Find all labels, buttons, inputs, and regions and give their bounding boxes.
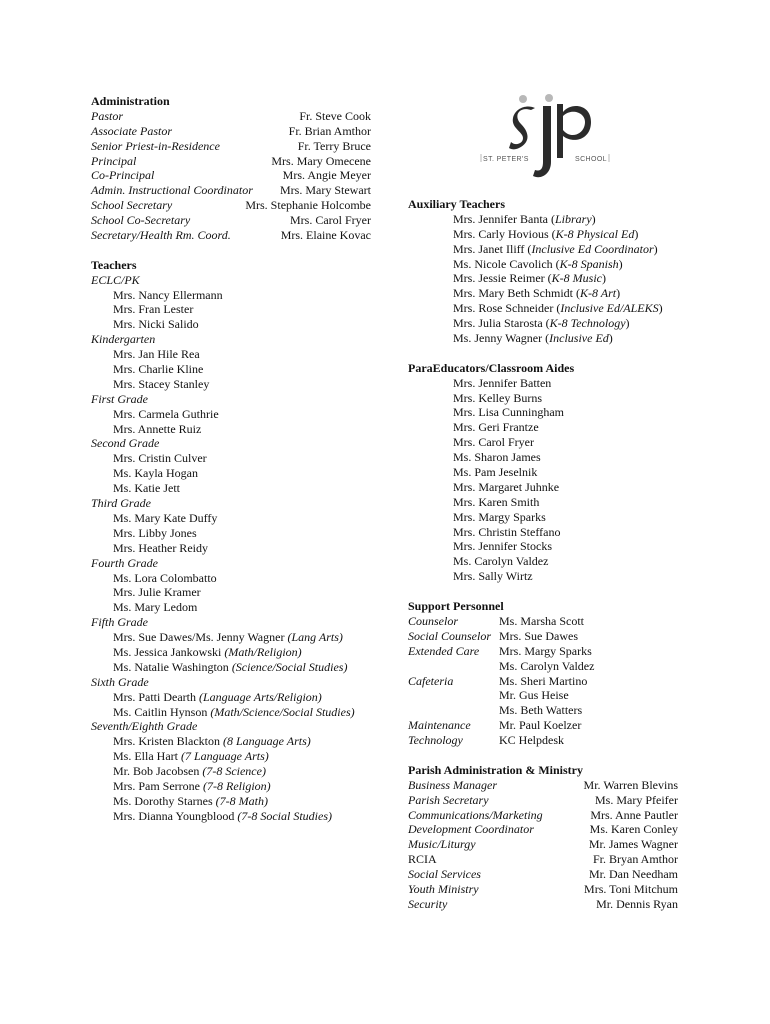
auxiliary-row: Mrs. Rose Schneider (Inclusive Ed/ALEKS) bbox=[453, 301, 663, 316]
parish-name: Mr. Warren Blevins bbox=[583, 777, 678, 792]
auxiliary-name: Ms. Jenny Wagner ( bbox=[453, 331, 550, 346]
support-role: Technology bbox=[408, 733, 463, 748]
teacher-row bbox=[91, 749, 371, 764]
admin-row bbox=[91, 213, 371, 228]
logo-s-mark bbox=[509, 106, 535, 149]
parish-name: Mrs. Toni Mitchum bbox=[584, 881, 678, 896]
support-name: Mrs. Margy Sparks bbox=[499, 643, 592, 658]
admin-role: Secretary/Health Rm. Coord. bbox=[91, 228, 231, 243]
teacher-row bbox=[91, 645, 371, 660]
parish-name: Fr. Bryan Amthor bbox=[592, 852, 678, 867]
admin-row bbox=[91, 109, 371, 124]
teacher-subject: (7 Language Arts) bbox=[181, 749, 269, 764]
support-row bbox=[408, 703, 708, 718]
grade-label: Third Grade bbox=[91, 496, 151, 511]
teacher-name: Ms. Natalie Washington bbox=[113, 659, 229, 674]
admin-row bbox=[91, 198, 371, 213]
support-row bbox=[408, 718, 708, 733]
admin-role: School Secretary bbox=[91, 198, 173, 213]
parish-row bbox=[408, 837, 678, 852]
teacher-row bbox=[91, 302, 371, 317]
paraeducator-name: Mrs. Sally Wirtz bbox=[453, 569, 533, 584]
teacher-subject: (Lang Arts) bbox=[287, 630, 343, 645]
logo-head-right bbox=[545, 94, 553, 102]
paraeducator-name: Ms. Pam Jeselnik bbox=[453, 465, 538, 480]
teacher-row bbox=[91, 481, 371, 496]
paraeducators-list bbox=[408, 376, 708, 584]
teacher-row bbox=[91, 705, 371, 720]
support-row bbox=[408, 674, 708, 689]
teacher-name: Mrs. Fran Lester bbox=[113, 302, 194, 317]
support-row bbox=[408, 688, 708, 703]
auxiliary-row: Mrs. Carly Hovious (K-8 Physical Ed) bbox=[453, 226, 639, 241]
support-role: Extended Care bbox=[408, 643, 480, 658]
teachers-heading: Teachers bbox=[91, 257, 137, 272]
teacher-name: Mrs. Nancy Ellermann bbox=[113, 287, 223, 302]
teacher-row bbox=[91, 526, 371, 541]
teacher-name: Mrs. Patti Dearth bbox=[113, 689, 196, 704]
auxiliary-subject: Library bbox=[554, 211, 592, 226]
admin-name: Mrs. Mary Stewart bbox=[280, 183, 371, 198]
support-row bbox=[408, 629, 708, 644]
logo-head-left bbox=[519, 95, 527, 103]
admin-role: Principal bbox=[91, 153, 137, 168]
grade-label: Sixth Grade bbox=[91, 674, 149, 689]
parish-heading: Parish Administration & Ministry bbox=[408, 762, 584, 777]
teacher-name: Mrs. Sue Dawes/Ms. Jenny Wagner bbox=[113, 630, 285, 645]
paraeducator-name: Mrs. Christin Steffano bbox=[453, 524, 561, 539]
admin-row bbox=[91, 154, 371, 169]
teacher-name: Ms. Dorothy Starnes bbox=[113, 793, 213, 808]
auxiliary-subject: Inclusive Ed/ALEKS bbox=[560, 301, 659, 316]
grade-label: Fifth Grade bbox=[91, 615, 148, 630]
auxiliary-row: Ms. Nicole Cavolich (K-8 Spanish) bbox=[453, 256, 623, 271]
auxiliary-subject: K-8 Music bbox=[551, 271, 602, 286]
paraeducator-name: Ms. Sharon James bbox=[453, 450, 541, 465]
parish-row bbox=[408, 793, 678, 808]
teacher-row bbox=[91, 660, 371, 675]
teacher-name: Mrs. Stacey Stanley bbox=[113, 376, 210, 391]
parish-role: Security bbox=[408, 896, 448, 911]
teacher-row bbox=[91, 764, 371, 779]
admin-name: Fr. Terry Bruce bbox=[297, 138, 371, 153]
teacher-name: Mrs. Heather Reidy bbox=[113, 540, 208, 555]
admin-role: Admin. Instructional Coordinator bbox=[91, 183, 253, 198]
paraeducator-name: Mrs. Carol Fryer bbox=[453, 435, 534, 450]
teacher-row bbox=[91, 690, 371, 705]
admin-row bbox=[91, 183, 371, 198]
support-name: Mr. Paul Koelzer bbox=[499, 718, 582, 733]
support-role: Social Counselor bbox=[408, 628, 491, 643]
parish-row bbox=[408, 867, 678, 882]
logo-j-mark bbox=[533, 106, 551, 177]
teachers-list bbox=[91, 273, 371, 824]
auxiliary-name: Ms. Nicole Cavolich ( bbox=[453, 256, 560, 271]
teacher-row bbox=[91, 794, 371, 809]
admin-name: Mrs. Mary Omecene bbox=[271, 153, 371, 168]
teacher-row bbox=[91, 317, 371, 332]
teacher-name: Ms. Mary Ledom bbox=[113, 600, 198, 615]
support-name: Ms. Sheri Martino bbox=[499, 673, 588, 688]
teacher-name: Mrs. Charlie Kline bbox=[113, 362, 204, 377]
teacher-subject: (Math/Science/Social Studies) bbox=[210, 704, 355, 719]
parish-name: Mr. Dennis Ryan bbox=[596, 896, 678, 911]
teacher-name: Ms. Jessica Jankowski bbox=[113, 644, 222, 659]
parish-row bbox=[408, 882, 678, 897]
admin-name: Mrs. Stephanie Holcombe bbox=[245, 198, 371, 213]
right-column bbox=[408, 197, 708, 912]
teacher-row bbox=[91, 451, 371, 466]
support-row bbox=[408, 659, 708, 674]
parish-role: Communications/Marketing bbox=[408, 807, 543, 822]
teacher-name: Mrs. Jan Hile Rea bbox=[113, 347, 200, 362]
auxiliary-row: Mrs. Jennifer Banta (Library) bbox=[453, 211, 596, 226]
auxiliary-subject: Inclusive Ed Coordinator bbox=[531, 241, 654, 256]
support-row bbox=[408, 733, 708, 748]
teacher-name: Ms. Ella Hart bbox=[113, 749, 178, 764]
auxiliary-name: Mrs. Mary Beth Schmidt ( bbox=[453, 286, 580, 301]
paraeducator-name: Mrs. Margy Sparks bbox=[453, 509, 546, 524]
teacher-name: Mrs. Pam Serrone bbox=[113, 778, 200, 793]
support-name: Ms. Carolyn Valdez bbox=[499, 658, 595, 673]
teacher-name: Mrs. Libby Jones bbox=[113, 525, 197, 540]
teacher-name: Mrs. Nicki Salido bbox=[113, 317, 199, 332]
teacher-name: Mr. Bob Jacobsen bbox=[113, 764, 200, 779]
auxiliary-subject: K-8 Physical Ed bbox=[555, 226, 635, 241]
auxiliary-subject: K-8 Art bbox=[580, 286, 617, 301]
parish-name: Ms. Mary Pfeifer bbox=[595, 792, 678, 807]
teacher-row bbox=[91, 571, 371, 586]
parish-row bbox=[408, 897, 678, 912]
auxiliary-row: Mrs. Jessie Reimer (K-8 Music) bbox=[453, 271, 606, 286]
grade-label: Second Grade bbox=[91, 436, 160, 451]
grade-label: Seventh/Eighth Grade bbox=[91, 719, 198, 734]
teacher-row bbox=[91, 347, 371, 362]
teacher-name: Ms. Lora Colombatto bbox=[113, 570, 217, 585]
admin-row bbox=[91, 168, 371, 183]
admin-name: Fr. Brian Amthor bbox=[288, 123, 371, 138]
admin-role: School Co-Secretary bbox=[91, 213, 191, 228]
parish-role: Business Manager bbox=[408, 777, 497, 792]
teacher-name: Mrs. Annette Ruiz bbox=[113, 421, 202, 436]
support-role: Cafeteria bbox=[408, 673, 454, 688]
parish-name: Mr. Dan Needham bbox=[589, 867, 678, 882]
admin-name: Mrs. Elaine Kovac bbox=[280, 228, 371, 243]
auxiliary-heading: Auxiliary Teachers bbox=[408, 197, 506, 211]
auxiliary-subject: Inclusive Ed bbox=[549, 331, 609, 346]
support-name: KC Helpdesk bbox=[499, 733, 564, 748]
teacher-row bbox=[91, 630, 371, 645]
support-row bbox=[408, 644, 708, 659]
auxiliary-list bbox=[408, 212, 708, 346]
left-column bbox=[91, 94, 371, 824]
teacher-subject: (Math/Religion) bbox=[224, 644, 302, 659]
teacher-name: Mrs. Dianna Youngblood bbox=[113, 808, 235, 823]
teacher-row bbox=[91, 585, 371, 600]
teacher-name: Mrs. Carmela Guthrie bbox=[113, 406, 219, 421]
teacher-row bbox=[91, 809, 371, 824]
support-role: Counselor bbox=[408, 613, 459, 628]
admin-name: Mrs. Angie Meyer bbox=[282, 168, 371, 183]
support-role: Maintenance bbox=[408, 718, 471, 733]
grade-label: Kindergarten bbox=[91, 332, 156, 347]
auxiliary-name: Mrs. Jennifer Banta ( bbox=[453, 211, 555, 226]
parish-name: Mrs. Anne Pautler bbox=[590, 807, 678, 822]
teacher-name: Ms. Caitlin Hynson bbox=[113, 704, 208, 719]
teacher-row bbox=[91, 466, 371, 481]
teacher-row bbox=[91, 407, 371, 422]
teacher-name: Ms. Kayla Hogan bbox=[113, 466, 198, 481]
teacher-subject: (Language Arts/Religion) bbox=[199, 689, 322, 704]
teacher-subject: (7-8 Religion) bbox=[203, 778, 271, 793]
auxiliary-row: Ms. Jenny Wagner (Inclusive Ed) bbox=[453, 331, 613, 346]
auxiliary-row: Mrs. Janet Iliff (Inclusive Ed Coordinator) bbox=[453, 241, 658, 256]
admin-role: Associate Pastor bbox=[91, 123, 172, 138]
paraeducator-name: Mrs. Jennifer Batten bbox=[453, 375, 552, 390]
parish-role: Parish Secretary bbox=[408, 792, 489, 807]
admin-name: Mrs. Carol Fryer bbox=[290, 213, 371, 228]
parish-list bbox=[408, 778, 708, 912]
parish-row bbox=[408, 852, 678, 867]
logo-left-text: ST. PETER'S bbox=[483, 156, 529, 163]
teacher-subject: (8 Language Arts) bbox=[223, 734, 311, 749]
teacher-name: Ms. Mary Kate Duffy bbox=[113, 510, 218, 525]
support-name: Mr. Gus Heise bbox=[499, 688, 569, 703]
support-list bbox=[408, 614, 708, 748]
parish-row bbox=[408, 808, 678, 823]
paraeducator-name: Mrs. Jennifer Stocks bbox=[453, 539, 552, 554]
paraeducator-name: Mrs. Geri Frantze bbox=[453, 420, 539, 435]
teacher-row bbox=[91, 422, 371, 437]
teacher-row bbox=[91, 288, 371, 303]
grade-label: ECLC/PK bbox=[91, 272, 140, 287]
teacher-name: Ms. Katie Jett bbox=[113, 481, 180, 496]
admin-role: Co-Principal bbox=[91, 168, 155, 183]
teacher-name: Mrs. Kristen Blackton bbox=[113, 734, 220, 749]
parish-role: RCIA bbox=[408, 852, 437, 867]
paraeducator-name: Mrs. Kelley Burns bbox=[453, 390, 542, 405]
teacher-subject: (Science/Social Studies) bbox=[231, 659, 348, 674]
logo-right-text: SCHOOL bbox=[575, 156, 607, 163]
parish-role: Development Coordinator bbox=[408, 822, 534, 837]
parish-role: Music/Liturgy bbox=[408, 837, 476, 852]
teacher-row bbox=[91, 779, 371, 794]
support-row bbox=[408, 614, 708, 629]
admin-name: Fr. Steve Cook bbox=[299, 108, 371, 123]
parish-role: Youth Ministry bbox=[408, 881, 479, 896]
grade-label: Fourth Grade bbox=[91, 555, 158, 570]
auxiliary-name: Mrs. Jessie Reimer ( bbox=[453, 271, 552, 286]
teacher-row bbox=[91, 600, 371, 615]
admin-row bbox=[91, 139, 371, 154]
paraeducator-name: Mrs. Margaret Juhnke bbox=[453, 479, 560, 494]
auxiliary-name: Mrs. Carly Hovious ( bbox=[453, 226, 556, 241]
auxiliary-subject: K-8 Spanish bbox=[559, 256, 619, 271]
teacher-subject: (7-8 Social Studies) bbox=[237, 808, 332, 823]
auxiliary-row: Mrs. Julia Starosta (K-8 Technology) bbox=[453, 316, 630, 331]
parish-name: Ms. Karen Conley bbox=[589, 822, 678, 837]
parish-role: Social Services bbox=[408, 867, 481, 882]
support-name: Ms. Beth Watters bbox=[499, 703, 583, 718]
parish-name: Mr. James Wagner bbox=[588, 837, 678, 852]
admin-row bbox=[91, 124, 371, 139]
teacher-row bbox=[91, 511, 371, 526]
auxiliary-row: Mrs. Mary Beth Schmidt (K-8 Art) bbox=[453, 286, 621, 301]
paraeducators-heading: ParaEducators/Classroom Aides bbox=[408, 360, 575, 375]
paraeducator-name: Mrs. Karen Smith bbox=[453, 494, 540, 509]
teacher-name: Mrs. Julie Kramer bbox=[113, 585, 201, 600]
auxiliary-name: Mrs. Julia Starosta ( bbox=[453, 316, 550, 331]
auxiliary-name: Mrs. Rose Schneider ( bbox=[453, 301, 561, 316]
st-peters-school-logo bbox=[479, 92, 611, 184]
teacher-subject: (7-8 Math) bbox=[215, 793, 268, 808]
teacher-row bbox=[91, 541, 371, 556]
grade-label: First Grade bbox=[91, 391, 148, 406]
support-name: Mrs. Sue Dawes bbox=[499, 628, 578, 643]
admin-role: Pastor bbox=[91, 108, 124, 123]
auxiliary-name: Mrs. Janet Iliff ( bbox=[453, 241, 532, 256]
support-heading: Support Personnel bbox=[408, 599, 504, 614]
support-name: Ms. Marsha Scott bbox=[499, 613, 584, 628]
teacher-subject: (7-8 Science) bbox=[202, 764, 266, 779]
teacher-name: Mrs. Cristin Culver bbox=[113, 451, 207, 466]
teacher-row bbox=[91, 362, 371, 377]
parish-row bbox=[408, 778, 678, 793]
admin-role: Senior Priest-in-Residence bbox=[91, 138, 220, 153]
admin-row bbox=[91, 228, 371, 243]
parish-row bbox=[408, 822, 678, 837]
paraeducator-name: Ms. Carolyn Valdez bbox=[453, 554, 549, 569]
administration-list bbox=[91, 109, 371, 243]
teacher-row bbox=[91, 377, 371, 392]
auxiliary-subject: K-8 Technology bbox=[549, 316, 626, 331]
teacher-row bbox=[91, 734, 371, 749]
administration-heading: Administration bbox=[91, 94, 170, 108]
logo-p-mark bbox=[557, 104, 591, 158]
paraeducator-name: Mrs. Lisa Cunningham bbox=[453, 405, 564, 420]
